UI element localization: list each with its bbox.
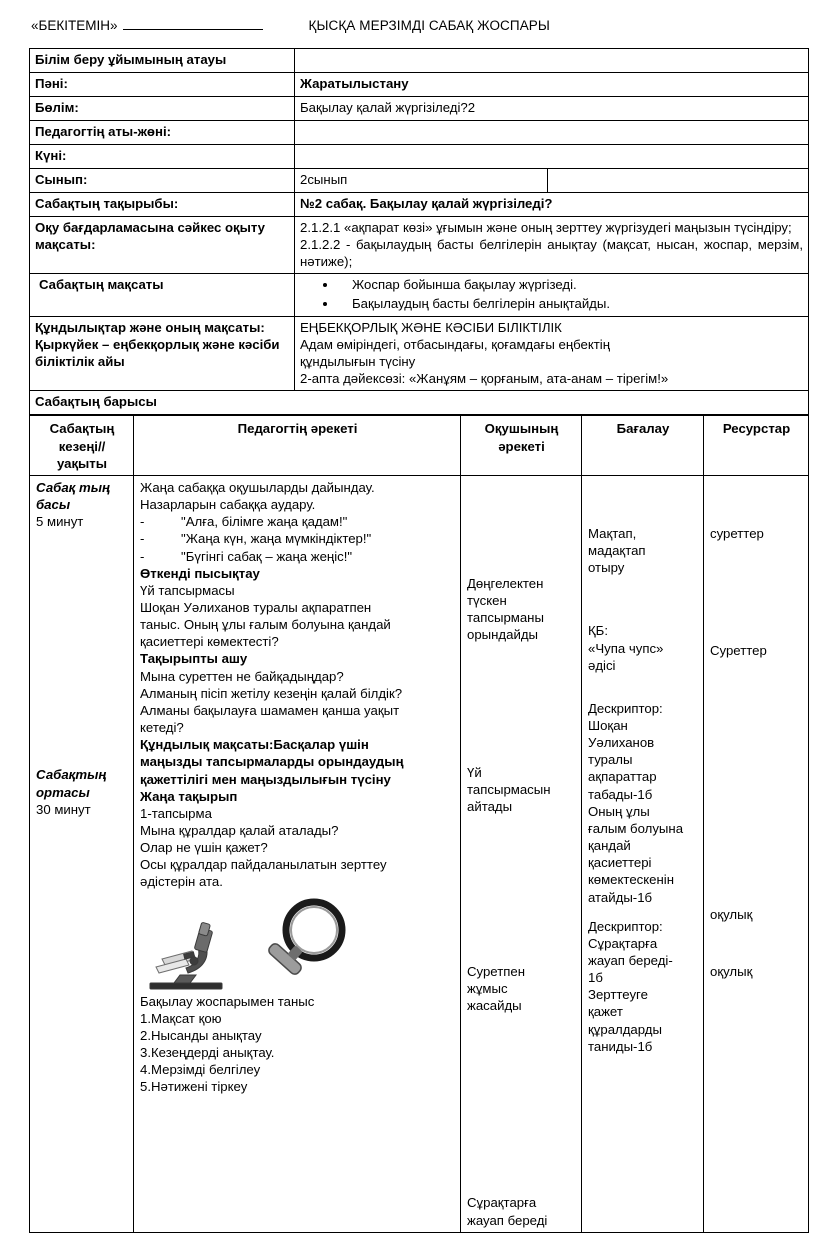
teacher-line: Осы құралдар пайдаланылатын зерттеу [140, 857, 387, 873]
spacer [588, 479, 698, 525]
info-label-date: Күні: [30, 145, 295, 169]
table-row [30, 391, 809, 415]
objective-line: 2.1.2.2 - бақылаудың басты белгілерін анықтау (мақсат, нысан, жоспар, мерзім, нәтиже); [300, 237, 803, 270]
student-line: тапсырмасын [467, 781, 551, 797]
list-item: • Бақылаудың басты белгілерін анықтайды. [338, 295, 803, 312]
assessment-line: туралы [588, 752, 633, 768]
info-value-curriculum-objectives [295, 217, 809, 274]
teacher-line: кетеді? [140, 720, 184, 736]
assessment-line: жауап береді- [588, 953, 673, 968]
table-row [30, 121, 809, 145]
spacer [467, 479, 576, 575]
lesson-aims-label-text: Сабақтың мақсаты [39, 277, 164, 293]
assessment-line: атайды-1б [588, 889, 653, 905]
magnifier-image [252, 897, 356, 993]
teacher-value-aim-2: маңызды тапсырмаларды орындаудың [140, 754, 404, 770]
student-line: жұмыс [467, 981, 508, 997]
table-row [30, 274, 809, 316]
table-row [30, 49, 809, 73]
assessment-line: Дескриптор: [588, 918, 663, 934]
assessment-line: қажет [588, 1004, 623, 1020]
teacher-line: қасиеттері көмектесті? [140, 634, 279, 650]
teacher-line: Мына суреттен не байқадыңдар? [140, 668, 344, 684]
stage-name-middle: Сабақтың ортасы [36, 767, 107, 800]
teacher-line: Шоқан Уәлиханов туралы ақпаратпен [140, 599, 372, 615]
lesson-aims-list [300, 276, 803, 311]
info-value-teacher [295, 121, 809, 145]
signature-line [123, 18, 263, 30]
info-label-class: Сынып: [30, 169, 295, 193]
lesson-info-table [29, 48, 809, 415]
spacer [588, 674, 698, 700]
plan-item: 5.Нәтижені тіркеу [140, 1079, 248, 1095]
assessment-line: Мақтап, [588, 525, 637, 541]
assessment-line: «Чупа чупс» [588, 640, 664, 656]
teacher-line: Мына құралдар қалай аталады? [140, 823, 339, 838]
teacher-motto-1: - "Алға, білімге жаңа қадам!" [140, 514, 348, 530]
spacer [710, 659, 803, 906]
teacher-value-aim-3: қажеттілігі мен маңыздылығын түсіну [140, 771, 391, 787]
assessment-line: Сұрақтарға [588, 935, 658, 951]
table-row [30, 73, 809, 97]
assessment-line: Шоқан [588, 717, 628, 733]
assessment-line: құралдарды [588, 1021, 662, 1037]
plan-item: 1.Мақсат қою [140, 1010, 222, 1026]
student-line: Үй [467, 764, 482, 780]
table-row [30, 169, 809, 193]
info-label-org: Білім беру ұйымының атауы [30, 49, 295, 73]
info-value-class: 2сынып [295, 169, 548, 193]
teacher-plan-title: Бақылау жоспарымен таныс [140, 993, 315, 1009]
microscope-image [144, 915, 230, 993]
assessment-line: 1б [588, 970, 603, 986]
stage-spacer [36, 530, 128, 766]
assessment-line: көмектескенін [588, 872, 674, 888]
student-line: жасайды [467, 998, 522, 1014]
lesson-process-table [29, 415, 809, 1232]
assessment-line: Оның ұлы [588, 803, 650, 819]
info-label-curriculum-objectives: Оқу бағдарламасына сәйкес оқыту мақсаты: [30, 217, 295, 274]
info-label-subject: Пәні: [30, 73, 295, 97]
assessment-column [582, 475, 704, 1232]
student-line: Дөңгелектен [467, 575, 544, 591]
assessment-line: Дескриптор: [588, 700, 663, 716]
table-header-row [30, 416, 809, 475]
spacer [710, 479, 803, 525]
assessment-line: ҚБ: [588, 623, 609, 639]
student-line: жауап береді [467, 1212, 548, 1228]
table-row [30, 316, 809, 391]
assessment-line: ақпараттар [588, 769, 657, 785]
assessment-line: табады-1б [588, 786, 653, 802]
info-value-values [295, 316, 809, 391]
assessment-line: ғалым болуына [588, 820, 684, 836]
teacher-line: әдістерін ата. [140, 874, 223, 890]
teacher-line: Алманы бақылауға шамамен қанша уақыт [140, 702, 400, 718]
spacer [710, 923, 803, 963]
resource-item: оқулық [710, 964, 753, 980]
values-line: Адам өміріндегі, отбасындағы, қоғамдағы еңбектің [300, 336, 611, 352]
column-header-student-action: Оқушының әрекеті [461, 416, 582, 475]
values-line: құндылығын түсіну [300, 354, 416, 370]
values-line: 2-апта дәйексөзі: «Жанұям – қорғаным, ата-анам – тірегім!» [300, 371, 669, 387]
column-header-teacher-action: Педагогтің әрекеті [134, 416, 461, 475]
student-line: тапсырманы [467, 610, 544, 626]
student-activity-column [461, 475, 582, 1232]
resource-item: Суреттер [710, 643, 767, 659]
spacer [467, 1014, 576, 1194]
table-row [30, 475, 809, 1232]
teacher-line: Назарларын сабаққа аудару. [140, 497, 316, 513]
stage-name-start: Сабақ тың басы [36, 479, 110, 513]
student-line: Суретпен [467, 963, 525, 979]
assessment-line: Уәлиханов [588, 735, 655, 751]
resource-item: суреттер [710, 525, 764, 541]
resources-column [704, 475, 809, 1232]
info-value-date [295, 145, 809, 169]
info-value-org [295, 49, 809, 73]
document-header [29, 18, 808, 48]
teacher-activity-column [134, 475, 461, 1232]
info-value-section: Бақылау қалай жүргізіледі?2 [295, 97, 809, 121]
assessment-line: таниды-1б [588, 1038, 653, 1054]
column-header-assessment: Бағалау [582, 416, 704, 475]
student-line: орындайды [467, 627, 538, 643]
assessment-line: мадақтап [588, 543, 646, 559]
assessment-line: әдісі [588, 657, 616, 673]
assessment-line: Зерттеуге [588, 987, 648, 1003]
instrument-images [144, 897, 455, 993]
info-value-lesson-aims [295, 274, 809, 316]
info-value-lesson-topic: №2 сабақ. Бақылау қалай жүргізіледі? [295, 193, 809, 217]
teacher-line: Жаңа сабаққа оқушыларды дайындау. [140, 479, 375, 495]
teacher-homework-label: Үй тапсырмасы [140, 582, 235, 598]
teacher-line: таныс. Оның ұлы ғалым болуына қандай [140, 617, 391, 633]
table-row [30, 217, 809, 274]
info-value-subject: Жаратылыстану [295, 73, 809, 97]
info-label-lesson-topic: Сабақтың тақырыбы: [30, 193, 295, 217]
spacer [467, 815, 576, 963]
table-row [30, 145, 809, 169]
student-line: Сұрақтарға [467, 1195, 537, 1211]
resource-item: оқулық [710, 907, 753, 923]
plan-item: 4.Мерзімді белгілеу [140, 1062, 261, 1078]
spacer [588, 906, 698, 918]
stage-time-middle: 30 минут [36, 801, 91, 817]
info-label-section: Бөлім: [30, 97, 295, 121]
spacer [710, 542, 803, 642]
approval-label: «БЕКІТЕМІН» [31, 18, 118, 33]
info-label-lesson-progress: Сабақтың барысы [30, 391, 809, 415]
assessment-line: қандай [588, 838, 631, 854]
info-label-teacher: Педагогтің аты-жөні: [30, 121, 295, 145]
teacher-value-aim-1: Құндылық мақсаты:Басқалар үшін [140, 737, 369, 753]
info-value-class-extra [548, 169, 809, 193]
page-title: ҚЫСҚА МЕРЗІМДІ САБАҚ ЖОСПАРЫ [308, 18, 550, 33]
column-header-resources: Ресурстар [704, 416, 809, 475]
teacher-review-title: Өткенді пысықтау [140, 565, 260, 581]
assessment-line: отыру [588, 560, 625, 576]
student-line: түскен [467, 593, 507, 609]
teacher-line: Алманың пісіп жетілу кезеңін қалай білдік? [140, 685, 403, 701]
info-label-lesson-aims [30, 274, 295, 316]
teacher-topic-open-title: Тақырыпты ашу [140, 651, 248, 667]
teacher-new-topic-title: Жаңа тақырып [140, 788, 238, 804]
plan-item: 2.Нысанды анықтау [140, 1027, 262, 1043]
table-row [30, 193, 809, 217]
stage-column [30, 475, 134, 1232]
spacer [467, 644, 576, 764]
values-line: ЕҢБЕКҚОРЛЫҚ ЖӘНЕ КӘСІБИ БІЛІКТІЛІК [300, 319, 562, 335]
info-label-values: Құндылықтар және оның мақсаты: Қыркүйек – еңбекқорлық және кәсіби біліктілік айы [30, 316, 295, 391]
stage-time-start: 5 минут [36, 514, 84, 530]
spacer [588, 576, 698, 622]
student-line: айтады [467, 798, 513, 814]
teacher-motto-2: - "Жаңа күн, жаңа мүмкіндіктер!" [140, 531, 372, 547]
teacher-task1-label: 1-тапсырма [140, 805, 212, 821]
teacher-line: Олар не үшін қажет? [140, 840, 268, 856]
teacher-motto-3: - "Бүгінгі сабақ – жаңа жеңіс!" [140, 548, 353, 564]
list-item: • Жоспар бойынша бақылау жүргізеді. [338, 276, 803, 293]
table-row [30, 97, 809, 121]
plan-item: 3.Кезеңдерді анықтау. [140, 1045, 275, 1061]
assessment-line: қасиеттері [588, 855, 652, 871]
column-header-stage: Сабақтың кезеңі// уақыты [30, 416, 134, 475]
objective-line: 2.1.2.1 «ақпарат көзі» ұғымын және оның зерттеу жүргізудегі маңызын түсіндіру; [300, 220, 792, 235]
